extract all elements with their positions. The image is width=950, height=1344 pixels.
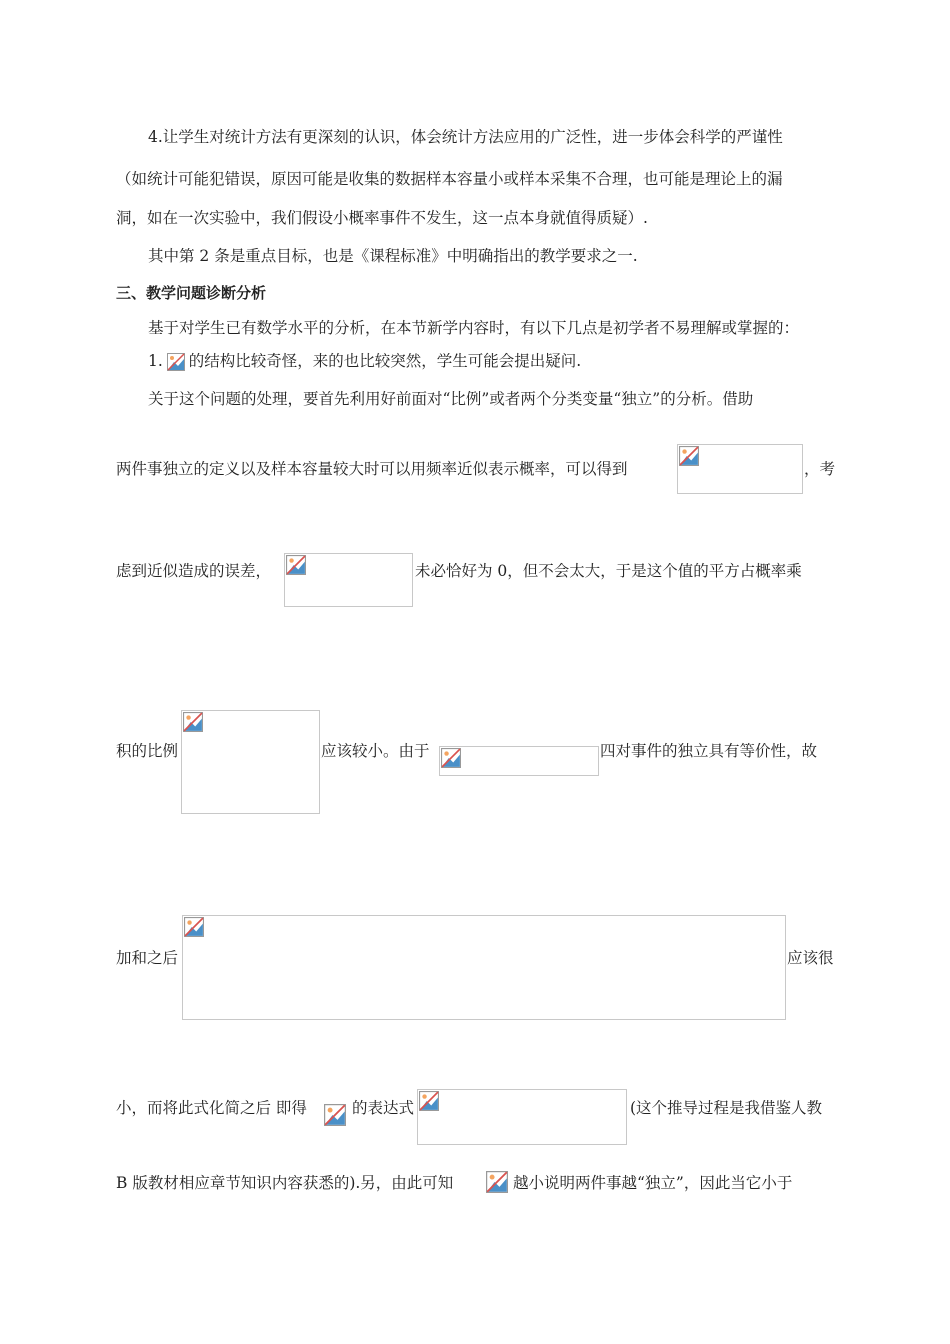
broken-image-icon (419, 1091, 439, 1111)
formula-image (181, 710, 320, 814)
formula-image (323, 1103, 349, 1129)
broken-image-icon (183, 712, 203, 732)
broken-image-icon (679, 446, 699, 466)
broken-image-icon (441, 748, 461, 768)
paragraph-line: 越小说明两件事越“独立”，因此当它小于 (513, 1174, 793, 1192)
formula-image (677, 444, 803, 494)
formula-image (284, 553, 413, 607)
paragraph-line: 积的比例 (116, 742, 179, 760)
broken-image-icon (486, 1171, 508, 1193)
paragraph-line: 未必恰好为 0，但不会太大，于是这个值的平方占概率乘 (415, 562, 802, 580)
formula-image (182, 915, 786, 1020)
list-text: 的结构比较奇怪，来的也比较突然，学生可能会提出疑问. (188, 352, 582, 370)
broken-image-icon (184, 917, 204, 937)
paragraph-line: 其中第 2 条是重点目标，也是《课程标准》中明确指出的教学要求之一. (148, 247, 638, 265)
paragraph-line: 虑到近似造成的误差， (116, 562, 272, 580)
formula-image (439, 746, 599, 776)
paragraph-line: 洞，如在一次实验中，我们假设小概率事件不发生，这一点本身就值得质疑）. (116, 209, 648, 227)
formula-image-icon (165, 351, 187, 373)
paragraph-line: 4.让学生对统计方法有更深刻的认识，体会统计方法应用的广泛性，进一步体会科学的严谨性 (148, 128, 783, 146)
section-heading: 三、教学问题诊断分析 (116, 284, 267, 302)
paragraph-line: ，考 (804, 460, 836, 478)
paragraph-line: 加和之后 (116, 949, 179, 967)
formula-image (417, 1089, 627, 1145)
broken-image-icon (324, 1104, 346, 1126)
paragraph-line: 两件事独立的定义以及样本容量较大时可以用频率近似表示概率，可以得到 (116, 460, 628, 478)
paragraph-line: 基于对学生已有数学水平的分析，在本节新学内容时，有以下几点是初学者不易理解或掌握的： (148, 319, 800, 337)
paragraph-line: 应该很 (787, 949, 834, 967)
list-number: 1. (148, 352, 163, 370)
paragraph-line: 关于这个问题的处理，要首先利用好前面对“比例”或者两个分类变量“独立”的分析。借助 (148, 390, 754, 408)
paragraph-line: 小，而将此式化简之后 即得 (116, 1099, 307, 1117)
list-item (148, 349, 581, 373)
paragraph-line: B 版教材相应章节知识内容获悉的).另，由此可知 (116, 1174, 454, 1192)
paragraph-line: 四对事件的独立具有等价性，故 (600, 742, 818, 760)
paragraph-line: （如统计可能犯错误，原因可能是收集的数据样本容量小或样本采集不合理，也可能是理论上的漏 (116, 170, 783, 188)
formula-image (485, 1170, 511, 1196)
paragraph-line: (这个推导过程是我借鉴人教 (630, 1099, 823, 1117)
paragraph-line: 的表达式 (352, 1099, 415, 1117)
broken-image-icon (286, 555, 306, 575)
paragraph-line: 应该较小。由于 (321, 742, 430, 760)
